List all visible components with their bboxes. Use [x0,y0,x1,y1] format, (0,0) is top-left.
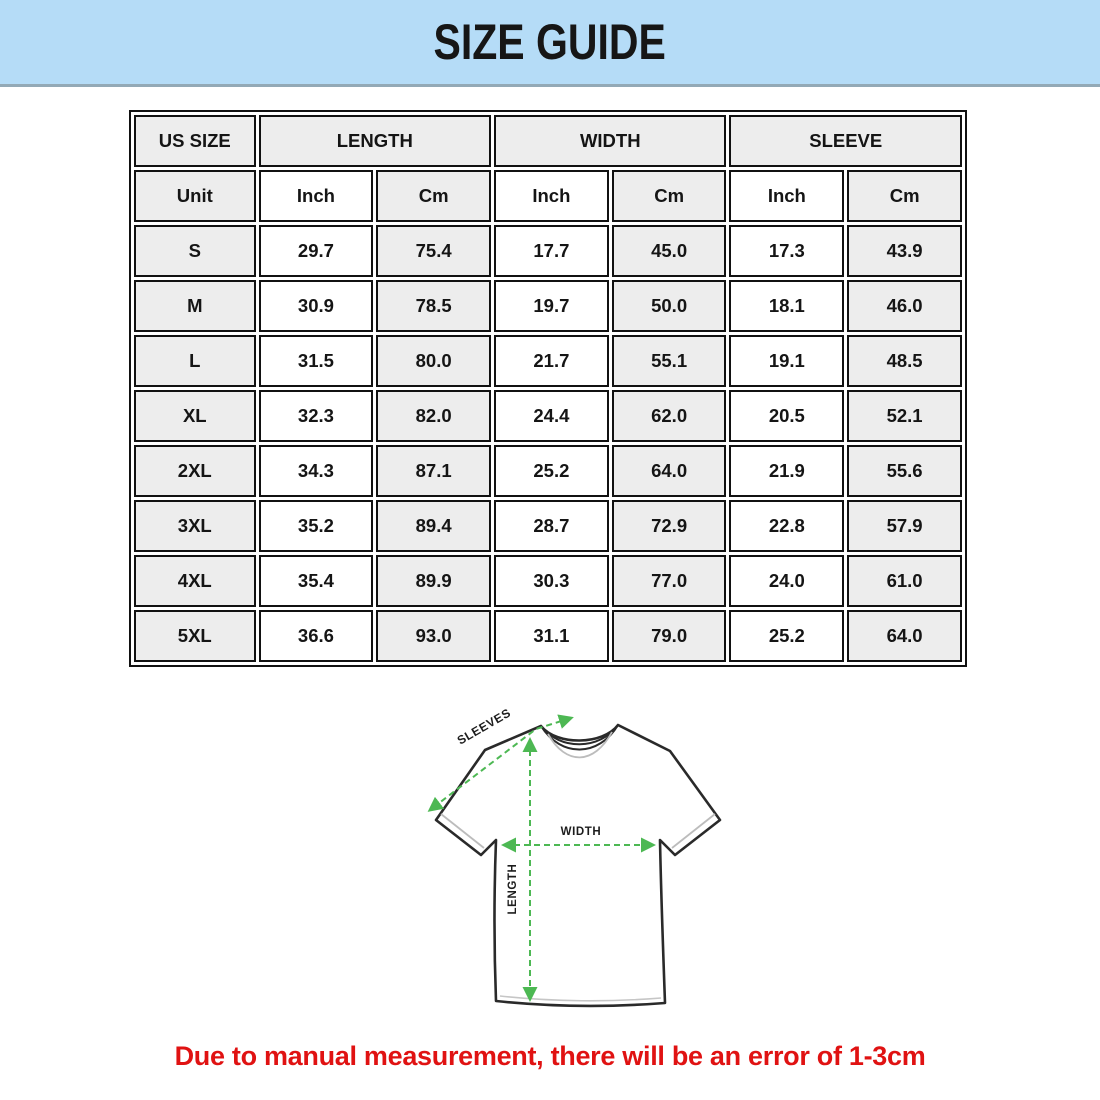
sleeves-label: SLEEVES [454,705,514,748]
length-label: LENGTH [507,863,519,915]
value-cell: 30.9 [259,280,374,332]
value-cell: 72.9 [612,500,727,552]
value-cell: 75.4 [376,225,491,277]
value-cell: 34.3 [259,445,374,497]
value-cell: 32.3 [259,390,374,442]
value-cell: 28.7 [494,500,609,552]
unit-inch-width: Inch [494,170,609,222]
value-cell: 79.0 [612,610,727,662]
value-cell: 48.5 [847,335,962,387]
value-cell: 31.5 [259,335,374,387]
value-cell: 17.7 [494,225,609,277]
value-cell: 30.3 [494,555,609,607]
value-cell: 80.0 [376,335,491,387]
size-table [129,110,967,667]
value-cell: 21.9 [729,445,844,497]
unit-label: Unit [134,170,256,222]
table-row-5xl [134,610,962,662]
tshirt-outline [436,725,720,1006]
value-cell: 17.3 [729,225,844,277]
header-length: LENGTH [259,115,491,167]
value-cell: 78.5 [376,280,491,332]
table-row-3xl [134,500,962,552]
value-cell: 64.0 [612,445,727,497]
value-cell: 77.0 [612,555,727,607]
value-cell: 19.7 [494,280,609,332]
unit-header-row [134,170,962,222]
value-cell: 62.0 [612,390,727,442]
header-width: WIDTH [494,115,726,167]
tshirt-measurement-diagram [393,693,761,1038]
unit-cm-width: Cm [612,170,727,222]
table-row-l [134,335,962,387]
value-cell: 20.5 [729,390,844,442]
value-cell: 55.6 [847,445,962,497]
page-title: SIZE GUIDE [433,14,667,70]
value-cell: 57.9 [847,500,962,552]
value-cell: 18.1 [729,280,844,332]
unit-inch-length: Inch [259,170,374,222]
value-cell: 25.2 [494,445,609,497]
measurement-disclaimer: Due to manual measurement, there will be an error of 1-3cm [174,1041,926,1071]
value-cell: 22.8 [729,500,844,552]
table-row-m [134,280,962,332]
value-cell: 36.6 [259,610,374,662]
value-cell: 29.7 [259,225,374,277]
value-cell: 19.1 [729,335,844,387]
size-cell: 4XL [134,555,256,607]
value-cell: 46.0 [847,280,962,332]
size-table-wrap [129,110,967,667]
value-cell: 82.0 [376,390,491,442]
header-sleeve: SLEEVE [729,115,962,167]
table-row-s [134,225,962,277]
unit-cm-sleeve: Cm [847,170,962,222]
table-row-xl [134,390,962,442]
size-cell: XL [134,390,256,442]
value-cell: 61.0 [847,555,962,607]
value-cell: 89.9 [376,555,491,607]
table-row-4xl [134,555,962,607]
value-cell: 25.2 [729,610,844,662]
size-cell: 3XL [134,500,256,552]
banner [0,0,1100,87]
value-cell: 24.4 [494,390,609,442]
unit-cm-length: Cm [376,170,491,222]
value-cell: 24.0 [729,555,844,607]
value-cell: 52.1 [847,390,962,442]
value-cell: 50.0 [612,280,727,332]
size-cell: 5XL [134,610,256,662]
value-cell: 35.2 [259,500,374,552]
table-row-2xl [134,445,962,497]
size-cell: 2XL [134,445,256,497]
width-label: WIDTH [560,826,602,838]
value-cell: 45.0 [612,225,727,277]
value-cell: 21.7 [494,335,609,387]
value-cell: 35.4 [259,555,374,607]
value-cell: 55.1 [612,335,727,387]
value-cell: 87.1 [376,445,491,497]
header-us-size: US SIZE [134,115,256,167]
value-cell: 64.0 [847,610,962,662]
value-cell: 31.1 [494,610,609,662]
size-cell: M [134,280,256,332]
size-cell: L [134,335,256,387]
group-header-row [134,115,962,167]
value-cell: 43.9 [847,225,962,277]
unit-inch-sleeve: Inch [729,170,844,222]
value-cell: 89.4 [376,500,491,552]
size-cell: S [134,225,256,277]
value-cell: 93.0 [376,610,491,662]
